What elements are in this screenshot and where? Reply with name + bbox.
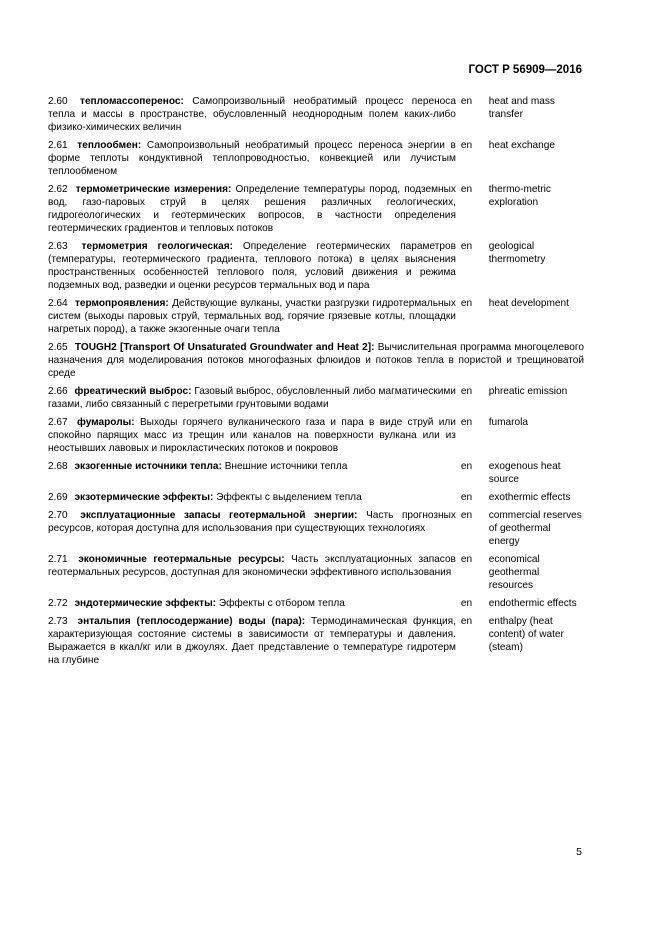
- entry-term: эндотермические эффекты:: [74, 598, 217, 609]
- entry-definition: [48, 615, 456, 667]
- entry-number: 2.60: [48, 96, 68, 107]
- entry-lang: en: [460, 298, 473, 309]
- document-header: ГОСТ Р 56909—2016: [468, 64, 582, 76]
- entry-lang: en: [460, 386, 473, 397]
- entry-lang: en: [460, 598, 473, 609]
- term-entry-2-66: [48, 385, 584, 411]
- entry-english: economical geothermal resources: [488, 554, 540, 591]
- entry-number: 2.71: [48, 554, 68, 565]
- entry-text: Эффекты с выделением тепла: [216, 492, 362, 503]
- entry-lang: en: [460, 96, 473, 107]
- term-entry-2-67: [48, 416, 584, 455]
- entry-term: тепломассоперенос:: [80, 96, 184, 107]
- term-entry-2-61: [48, 139, 584, 178]
- entry-definition: [48, 553, 456, 592]
- entry-definition: [48, 183, 456, 235]
- entry-term: экзотермические эффекты:: [74, 492, 214, 503]
- entry-lang: en: [460, 461, 473, 472]
- entry-number: 2.69: [48, 492, 68, 503]
- entry-lang: en: [460, 417, 473, 428]
- entry-term: фумаролы:: [77, 417, 135, 428]
- term-entry-2-72: [48, 597, 584, 610]
- entry-lang: en: [460, 492, 473, 503]
- entry-text: Выходы горячего вулканического газа и пара в виде струй или спокойно парящих масс из трещин или каналов на поверхности вулкана или из неостывших лавовых и пирокластических потоков и покровов: [48, 417, 456, 454]
- entry-number: 2.66: [48, 386, 68, 397]
- entry-english: geological thermometry: [488, 241, 546, 265]
- term-list: [48, 95, 584, 672]
- term-entry-2-65: [48, 341, 584, 380]
- entry-english: heat exchange: [488, 140, 555, 151]
- entry-english: heat development: [488, 298, 569, 309]
- entry-number: 2.65: [48, 342, 68, 353]
- entry-number: 2.61: [48, 140, 68, 151]
- entry-english: phreatic emission: [488, 386, 568, 397]
- entry-english: fumarola: [488, 417, 528, 428]
- entry-term: фреатический выброс:: [74, 386, 192, 397]
- entry-lang: en: [460, 554, 473, 565]
- entry-number: 2.70: [48, 510, 68, 521]
- entry-lang: en: [460, 140, 473, 151]
- entry-term: экономичные геотермальные ресурсы:: [78, 554, 285, 565]
- term-entry-2-71: [48, 553, 584, 592]
- entry-term: энтальпия (теплосодержание) воды (пара):: [77, 616, 306, 627]
- entry-english: enthalpy (heat content) of water (steam): [488, 616, 564, 653]
- entry-number: 2.72: [48, 598, 68, 609]
- entry-term: термопроявления:: [74, 298, 169, 309]
- entry-definition: [48, 509, 456, 548]
- entry-english: heat and mass transfer: [488, 96, 555, 120]
- entry-number: 2.68: [48, 461, 68, 472]
- entry-english: exothermic effects: [488, 492, 571, 503]
- entry-definition: [48, 597, 456, 610]
- term-entry-2-60: [48, 95, 584, 134]
- entry-text: Определение геотермических параметров (температуры, геотермического градиента, теплового потока) в целях выяснения пространственных особенностей теплового поля, условий движения и режима подземных вод, разведки и оценки ресурсов термальных вод и пара: [48, 241, 456, 291]
- entry-number: 2.63: [48, 241, 68, 252]
- entry-english: exogenous heat source: [488, 461, 561, 485]
- entry-definition: [48, 240, 456, 292]
- entry-text: Эффекты с отбором тепла: [218, 598, 345, 609]
- entry-definition: [48, 460, 456, 486]
- entry-term: экзогенные источники тепла:: [74, 461, 222, 472]
- entry-text: Определение температуры пород, подземных вод, газо-паровых струй в целях решения различных геологических, гидрогеологических и геотермических вопросов, в частности определения геотермических градиентов и тепловых потоков: [48, 184, 456, 234]
- entry-term: термометрия геологическая:: [81, 241, 233, 252]
- term-entry-2-73: [48, 615, 584, 667]
- term-entry-2-70: [48, 509, 584, 548]
- page-number: 5: [576, 846, 582, 858]
- entry-text: Термодинамическая функция, характеризующая состояние системы в зависимости от температуры и давления. Выражается в ккал/кг или в джоулях. Дает представление о температуре гидротерм на глубине: [48, 616, 456, 666]
- entry-text: Часть прогнозных ресурсов, которая доступна для использования при существующих технологиях: [48, 510, 456, 534]
- entry-term: эксплуатационные запасы геотермальной энергии:: [80, 510, 358, 521]
- entry-definition: [48, 95, 456, 134]
- entry-term: термометрические измерения:: [75, 184, 232, 195]
- entry-number: 2.67: [48, 417, 68, 428]
- entry-lang: en: [460, 241, 473, 252]
- entry-lang: en: [460, 616, 473, 627]
- entry-definition: [48, 297, 456, 336]
- entry-text: Самопроизвольный необратимый процесс переноса тепла и массы в пространстве, обусловленный неоднородным полем каких-либо физико-химических величин: [48, 96, 456, 133]
- entry-term: теплообмен:: [77, 140, 142, 151]
- term-entry-2-69: [48, 491, 584, 504]
- entry-term: TOUGH2 [Transport Of Unsaturated Groundwater and Heat 2]:: [74, 342, 375, 353]
- entry-number: 2.64: [48, 298, 68, 309]
- entry-english: endothermic effects: [488, 598, 577, 609]
- entry-text: Действующие вулканы, участки разгрузки гидротермальных систем (выходы паровых струй, термальных вод, горячие грязевые котлы, площадки нагретых пород), а также экзогенные очаги тепла: [48, 298, 456, 335]
- entry-number: 2.73: [48, 616, 68, 627]
- entry-english: thermo-metric exploration: [488, 184, 551, 208]
- term-entry-2-62: [48, 183, 584, 235]
- entry-lang: en: [460, 510, 473, 521]
- entry-definition: [48, 416, 456, 455]
- entry-definition: [48, 139, 456, 178]
- entry-text: Самопроизвольный необратимый процесс переноса энергии в форме теплоты кондуктивной теплопроводностью, конвекцией или лучистым теплообменом: [48, 140, 456, 177]
- term-entry-2-64: [48, 297, 584, 336]
- entry-number: 2.62: [48, 184, 68, 195]
- entry-definition: [48, 491, 456, 504]
- entry-lang: en: [460, 184, 473, 195]
- entry-text: Часть эксплуатационных запасов геотермальных ресурсов, доступная для экономически эффективного использования: [48, 554, 456, 578]
- entry-definition: [48, 341, 584, 380]
- entry-english: commercial reserves of geothermal energy: [488, 510, 582, 547]
- entry-text: Вычислительная программа многоцелевого назначения для моделирования потоков многофазных флюидов и потоков тепла в пористой и трещиноватой среде: [48, 342, 584, 379]
- entry-definition: [48, 385, 456, 411]
- term-entry-2-63: [48, 240, 584, 292]
- entry-text: Газовый выброс, обусловленный либо магматическими газами, либо связанный с перегретыми грунтовыми водами: [48, 386, 456, 410]
- term-entry-2-68: [48, 460, 584, 486]
- entry-text: Внешние источники тепла: [224, 461, 348, 472]
